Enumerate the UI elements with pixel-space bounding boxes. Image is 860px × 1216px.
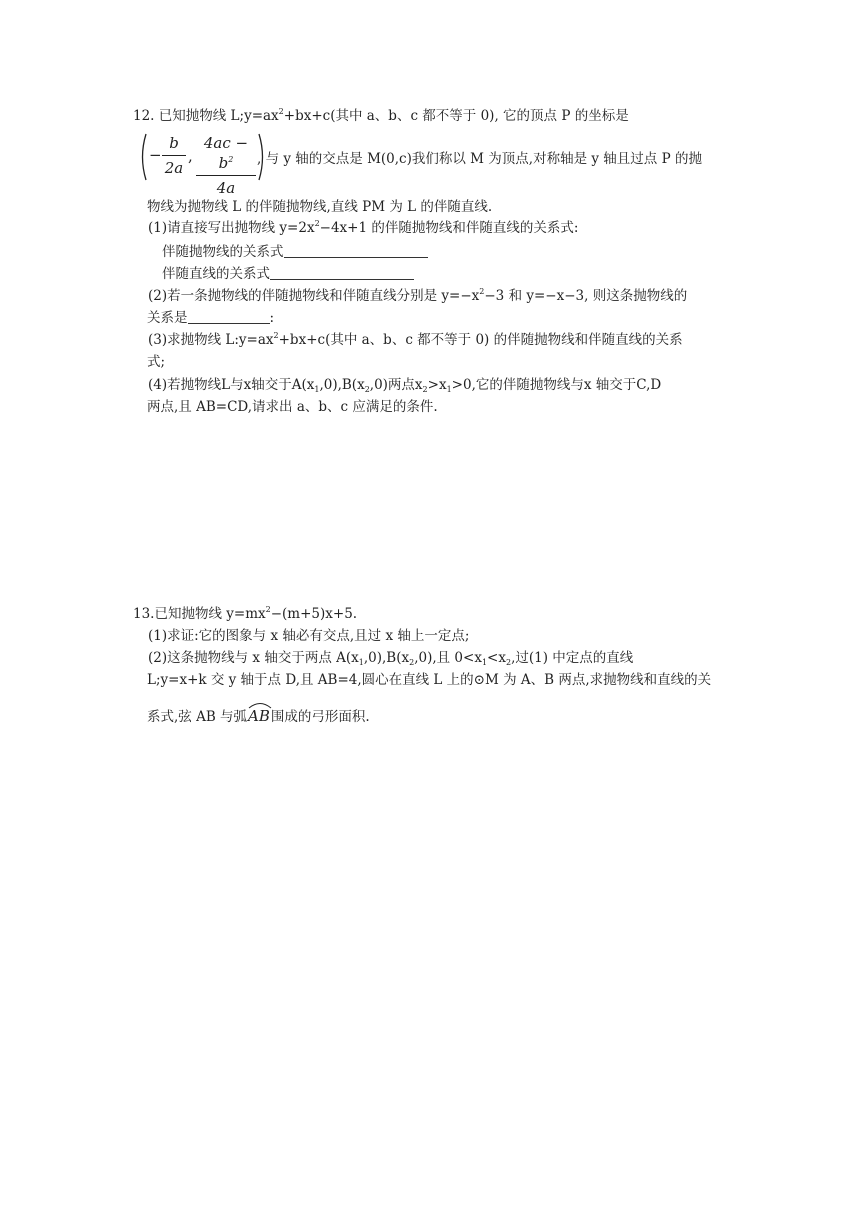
q12-part-4: (4)若抛物线L与x轴交于$A(x_1,0),B(x_2,0)$两点$x_2>x_1>0$,它的伴随抛物线与x 轴交于C,D xyxy=(148,377,662,394)
q13-title: 13.已知抛物线 $y=mx^2-(m+5)x+5$. xyxy=(133,605,358,622)
answer-blank[interactable] xyxy=(270,265,414,280)
q12-title: 12. 已知抛物线 L;y=ax xyxy=(133,108,279,124)
q12-part-1-b: 伴随直线的关系式 xyxy=(162,264,414,284)
left-paren xyxy=(138,133,148,181)
q12-part-3: (3)求抛物线 $L:y=ax^2+bx+c$(其中 a、b、c 都不等于 0) 的伴随抛物线和伴随直线的关系 xyxy=(148,331,683,348)
q12-part-2-cont: 关系是 : xyxy=(147,310,275,326)
fraction-4ac-b2-over-4a: $4ac - b^2$ 4a xyxy=(196,133,256,198)
q13-part-2: (2)这条抛物线与 x 轴交于两点 $A(x_1,0),B(x_2,0)$,且 $0<x_1<x_2$,过(1) 中定点的直线 xyxy=(148,650,634,667)
q12-line-2: , 与 y 轴的交点是 M(0,c)我们称以 M 为顶点,对称轴是 y 轴且过点 P 的抛 xyxy=(257,151,702,167)
q12-part-2: (2)若一条抛物线的伴随抛物线和伴随直线分别是 $y=-x^2-3$ 和 y=−x−3, 则这条抛物线的 xyxy=(148,287,688,304)
answer-blank[interactable] xyxy=(188,309,270,324)
q13-part-2-cont2: 系式,弦 AB 与弧 AB围成的弓形面积. xyxy=(147,706,370,727)
arc-ab: AB xyxy=(247,706,271,726)
q12-part-4-cont: 两点,且 AB=CD,请求出 a、b、c 应满足的条件. xyxy=(147,399,438,415)
q12-part-1: (1)请直接写出抛物线 $y=2x^2-4x+1$ 的伴随抛物线和伴随直线的关系式: xyxy=(148,219,579,236)
answer-blank[interactable] xyxy=(284,243,428,258)
q12-line-3: 物线为抛物线 L 的伴随抛物线,直线 PM 为 L 的伴随直线. xyxy=(147,199,493,215)
q12-line-1: 12. 已知抛物线 $L;y=ax^2+bx+c$(其中 a、b、c 都不等于 0), 它的顶点 P 的坐标是 xyxy=(133,107,629,124)
q12-part-3-cont: 式; xyxy=(147,354,166,370)
arc-mark xyxy=(247,699,273,709)
fraction-b-over-2a: b 2a xyxy=(162,133,186,178)
fraction-comma: , xyxy=(188,147,193,165)
q13-part-2-cont: L;y=x+k 交 y 轴于点 D,且 AB=4,圆心在直线 L 上的⊙M 为 A、B 两点,求抛物线和直线的关 xyxy=(147,672,712,688)
q13-part-1: (1)求证:它的图象与 x 轴必有交点,且过 x 轴上一定点; xyxy=(148,628,470,644)
minus-sign: − xyxy=(149,146,162,164)
q12-part-1-a: 伴随抛物线的关系式 xyxy=(162,242,428,262)
